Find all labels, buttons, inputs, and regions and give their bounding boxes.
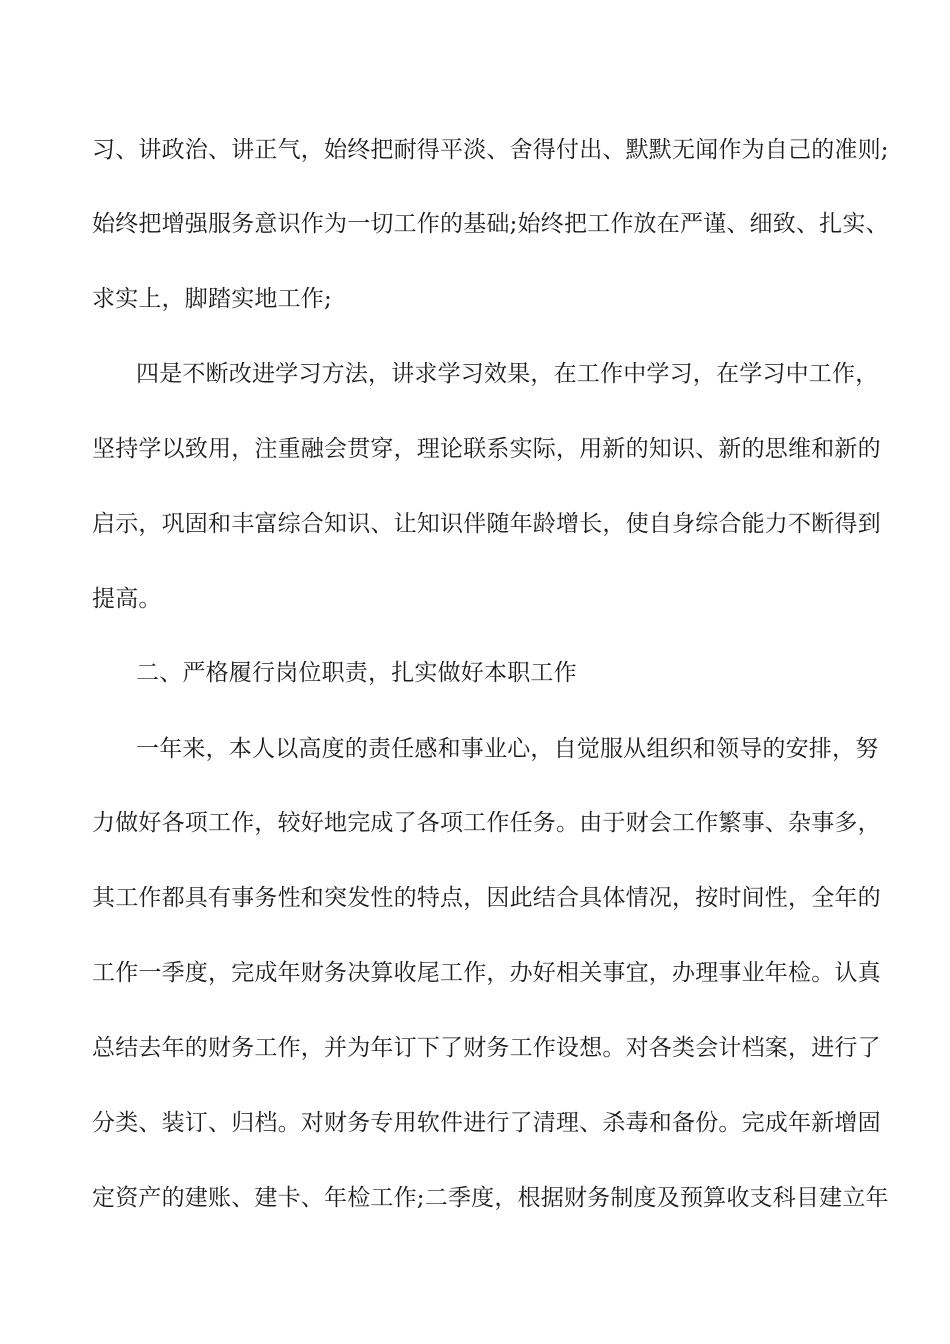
text-line: 坚持学以致用，注重融会贯穿，理论联系实际，用新的知识、新的思维和新的 (92, 436, 881, 462)
text-line: 分类、装订、归档。对财务专用软件进行了清理、杀毒和备份。完成年新增固 (92, 1110, 881, 1136)
text-line: 启示，巩固和丰富综合知识、让知识伴随年龄增长，使自身综合能力不断得到 (92, 511, 881, 537)
text-line: 始终把增强服务意识作为一切工作的基础;始终把工作放在严谨、细致、扎实、 (92, 211, 889, 237)
text-line: 其工作都具有事务性和突发性的特点，因此结合具体情况，按时间性，全年的 (92, 885, 881, 911)
text-line: 定资产的建账、建卡、年检工作;二季度，根据财务制度及预算收支科目建立年 (92, 1185, 889, 1211)
paragraph-start-line: 一年来，本人以高度的责任感和事业心，自觉服从组织和领导的安排，努 (136, 736, 879, 762)
text-line: 力做好各项工作，较好地完成了各项工作任务。由于财会工作繁事、杂事多， (92, 810, 881, 836)
text-line: 提高。 (92, 586, 162, 612)
text-line: 求实上，脚踏实地工作; (92, 286, 332, 312)
text-line: 工作一季度，完成年财务决算收尾工作，办好相关事宜，办理事业年检。认真 (92, 960, 881, 986)
text-line: 习、讲政治、讲正气，始终把耐得平淡、舍得付出、默默无闻作为自己的准则; (92, 137, 889, 163)
text-line: 总结去年的财务工作，并为年订下了财务工作设想。对各类会计档案，进行了 (92, 1035, 881, 1061)
section-heading: 二、严格履行岗位职责，扎实做好本职工作 (136, 660, 577, 686)
paragraph-start-line: 四是不断改进学习方法，讲求学习效果，在工作中学习，在学习中工作， (136, 361, 879, 387)
